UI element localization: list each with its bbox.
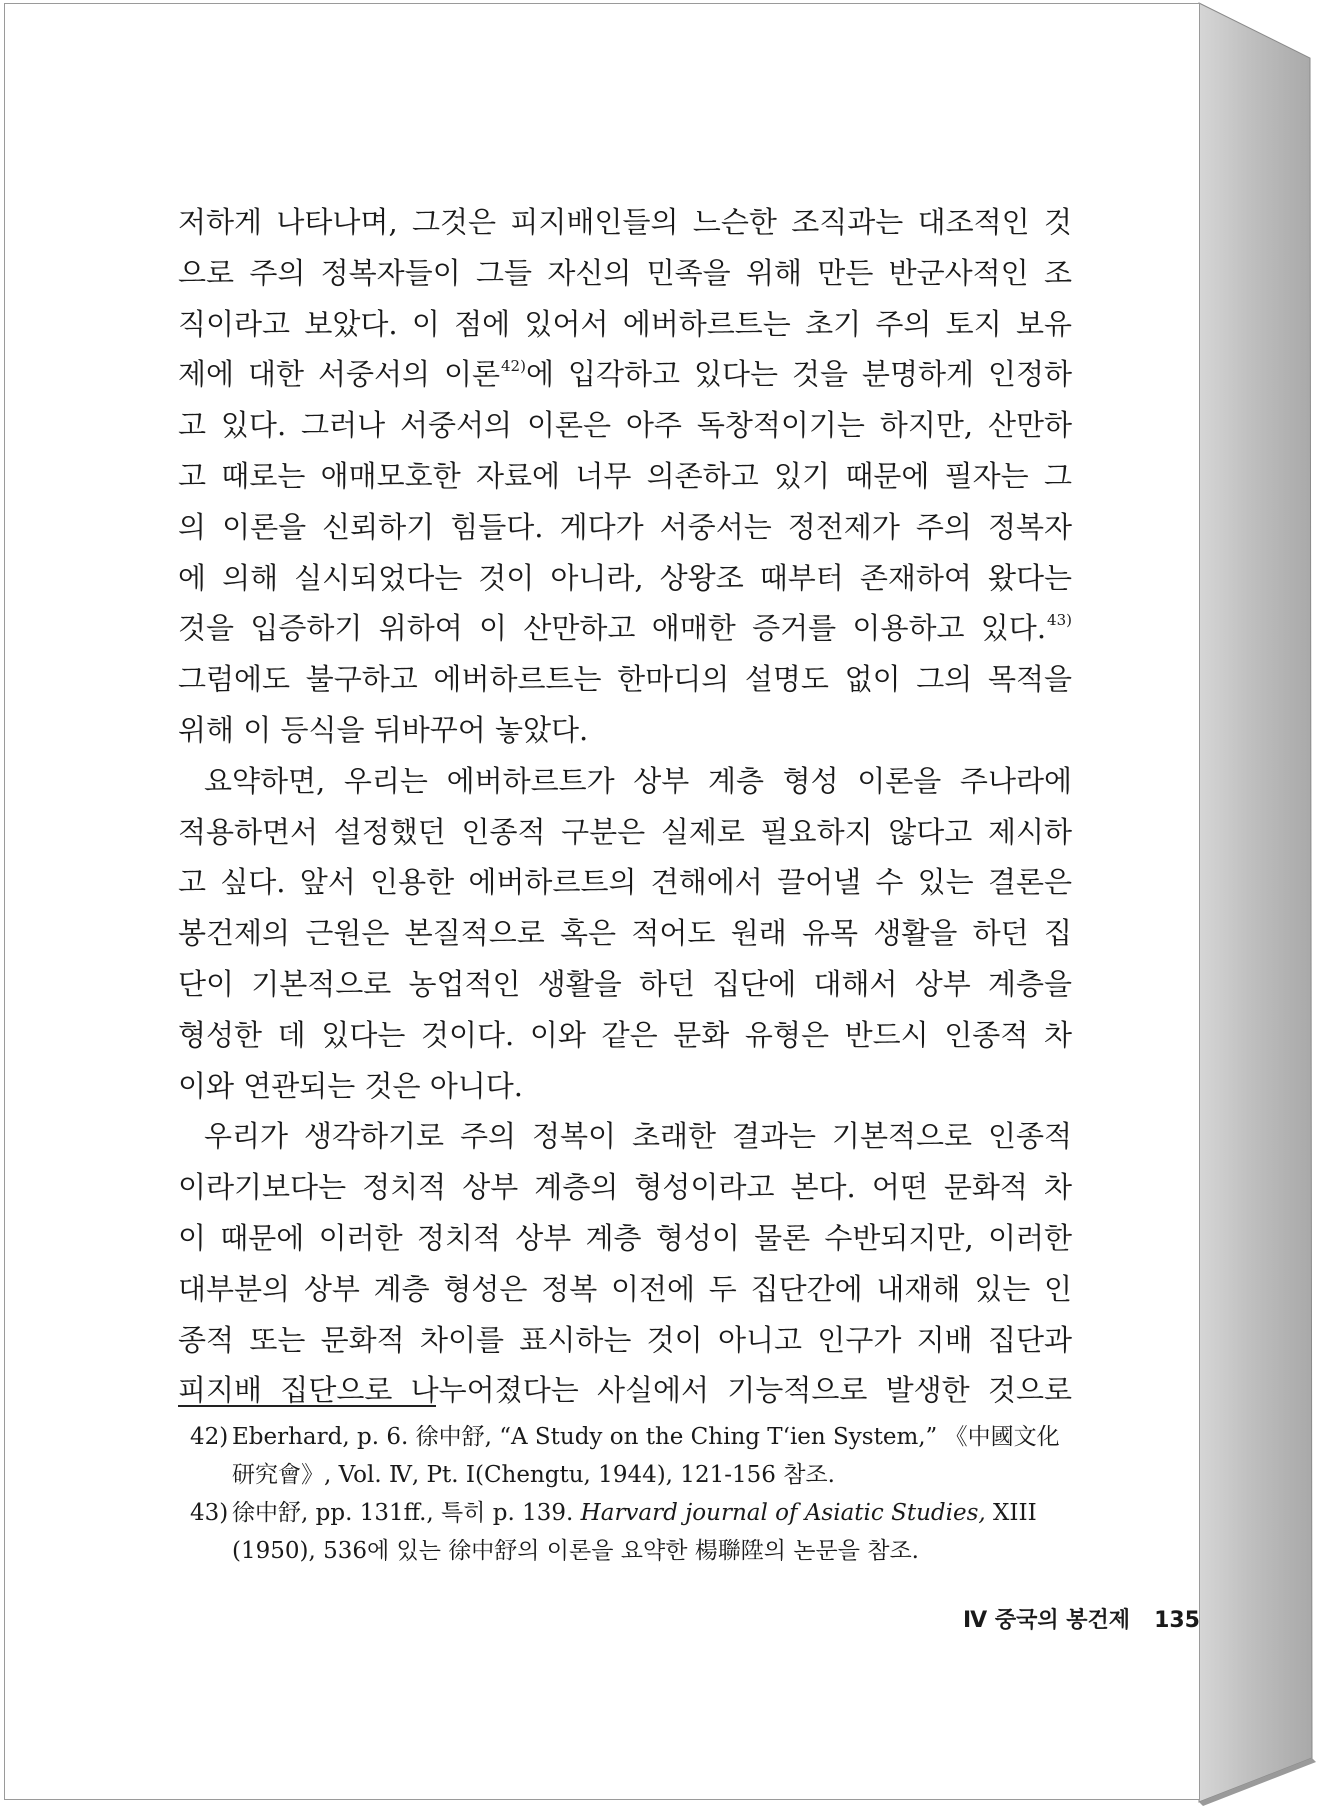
footnote-43 [190,1494,1070,1532]
footnote-number: 42) [190,1424,229,1450]
text-line: 저하게 나타나며, 그것은 피지배인들의 느슨한 조직과는 대조적인 것 [178,205,1072,239]
text-line: 적용하면서 설정했던 인종적 구분은 실제로 필요하지 않다고 제시하 [178,814,1072,849]
text-line: 대부분의 상부 계층 형성은 정복 이전에 두 집단간에 내재해 있는 인 [178,1271,1072,1306]
footnote-43-continued: (1950), 536에 있는 徐中舒의 이론을 요약한 楊聯陞의 논문을 참조. [232,1538,919,1564]
footnote-ref: 42) [501,357,526,376]
footnote-42 [190,1418,1070,1456]
footnote-divider [178,1405,436,1407]
text-line: 에 의해 실시되었다는 것이 아니라, 상왕조 때부터 존재하여 왔다는 [178,560,1072,595]
footnote-text: Eberhard, p. 6. 徐中舒, “A Study on the Ching T‘ien System,” 《中國文化 [232,1424,1060,1450]
text-segment: 에 입각하고 있다는 것을 분명하게 인정하 [525,357,1072,392]
text-line: 단이 기본적으로 농업적인 생활을 하던 집단에 대해서 상부 계층을 [178,966,1072,1001]
text-line: 종적 또는 문화적 차이를 표시하는 것이 아니고 인구가 지배 집단과 [178,1322,1072,1357]
text-segment: 것을 입증하기 위하여 이 산만하고 애매한 증거를 이용하고 있다. [178,611,1047,646]
footnotes [190,1418,1070,1570]
text-line: 고 싶다. 앞서 인용한 에버하르트의 견해에서 끌어낼 수 있는 결론은 [178,865,1072,900]
text-line: 봉건제의 근원은 본질적으로 혹은 적어도 원래 유목 생활을 하던 집 [178,916,1072,951]
text-line: 고 때로는 애매모호한 자료에 너무 의존하고 있기 때문에 필자는 그 [178,458,1072,493]
journal-title: Harvard journal of Asiatic Studies, [580,1500,986,1526]
text-line: 이와 연관되는 것은 아니다. [178,1068,524,1103]
volume-number: XIII [985,1500,1037,1526]
text-line: 이라기보다는 정치적 상부 계층의 형성이라고 본다. 어떤 문화적 차 [178,1170,1072,1205]
text-line: 으로 주의 정복자들이 그들 자신의 민족을 위해 만든 반군사적인 조 [178,255,1072,290]
text-line [178,603,1072,654]
text-line: 고 있다. 그러나 서중서의 이론은 아주 독창적이기는 하지만, 산만하 [178,408,1072,443]
running-footer [963,1603,1200,1634]
text-line: 이 때문에 이러한 정치적 상부 계층 형성이 물론 수반되지만, 이러한 [178,1220,1072,1255]
main-text [178,197,1072,1416]
footnote-ref: 43) [1047,611,1072,630]
text-segment: 제에 대한 서중서의 이론 [178,357,501,392]
text-line: 위해 이 등식을 뒤바꾸어 놓았다. [178,712,589,747]
text-line: 요약하면, 우리는 에버하르트가 상부 계층 형성 이론을 주나라에 [204,763,1072,798]
text-line [178,349,1072,400]
footnote-42-continued: 研究會》, Vol. Ⅳ, Pt. Ⅰ(Chengtu, 1944), 121-156 참조. [232,1462,835,1488]
text-line: 피지배 집단으로 나누어졌다는 사실에서 기능적으로 발생한 것으로 [178,1373,1072,1408]
footnote-text: 徐中舒, pp. 131ff., 특히 p. 139. [232,1500,581,1526]
text-line: 직이라고 보았다. 이 점에 있어서 에버하르트는 초기 주의 토지 보유 [178,306,1072,341]
chapter-title: Ⅳ 중국의 봉건제 [963,1608,1131,1633]
text-line: 그럼에도 불구하고 에버하르트는 한마디의 설명도 없이 그의 목적을 [178,662,1072,697]
text-line: 의 이론을 신뢰하기 힘들다. 게다가 서중서는 정전제가 주의 정복자 [178,509,1072,544]
text-line: 우리가 생각하기로 주의 정복이 초래한 결과는 기본적으로 인종적 [204,1119,1072,1154]
page-number: 135 [1154,1608,1200,1633]
footnote-number: 43) [190,1500,229,1526]
text-line: 형성한 데 있다는 것이다. 이와 같은 문화 유형은 반드시 인종적 차 [178,1017,1072,1052]
